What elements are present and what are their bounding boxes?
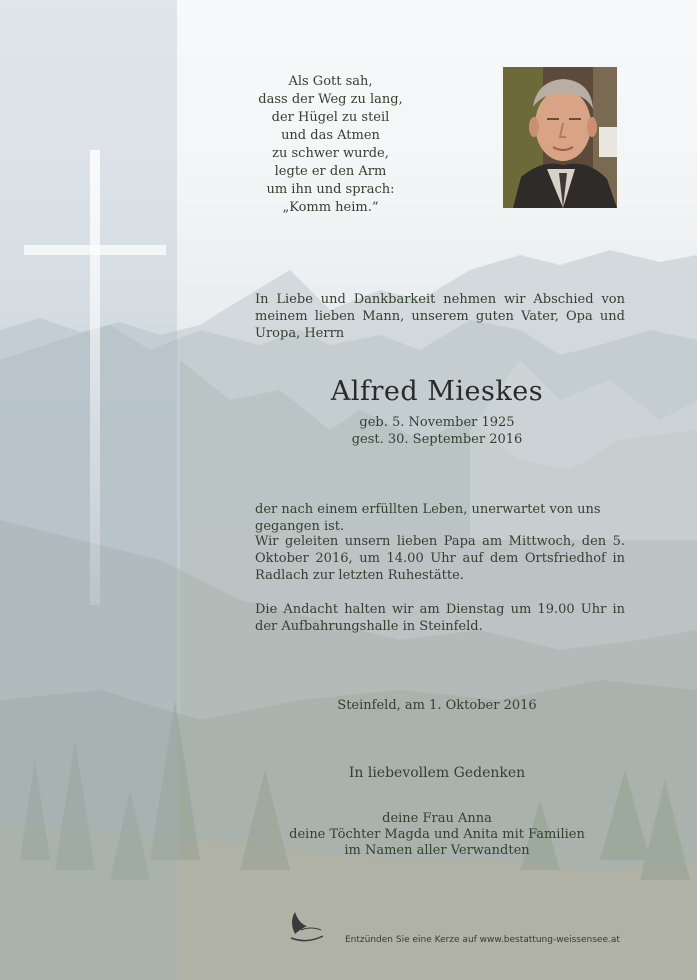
- family-line: im Namen aller Verwandten: [344, 843, 530, 858]
- intro-text: In Liebe und Dankbarkeit nehmen wir Abschied von meinem lieben Mann, unserem guten Vater, Opa und Uropa, Herrn: [255, 292, 625, 341]
- death-date: gest. 30. September 2016: [351, 432, 523, 447]
- poem-line: „Komm heim.“: [282, 200, 379, 215]
- poem-line: und das Atmen: [281, 128, 380, 143]
- poem-line: der Hügel zu steil: [271, 110, 390, 125]
- body-paragraph-3: Die Andacht halten wir am Dienstag um 19.00 Uhr in der Aufbahrungshalle in Steinfeld.: [255, 602, 625, 634]
- poem-line: zu schwer wurde,: [272, 146, 389, 161]
- funeral-home-logo: [277, 904, 343, 944]
- birth-date: geb. 5. November 1925: [359, 415, 515, 430]
- portrait-image: [503, 67, 617, 208]
- family-signature: [255, 811, 619, 859]
- poem-line: Als Gott sah,: [288, 74, 373, 89]
- deceased-name: Alfred Mieskes: [330, 376, 544, 407]
- family-line: deine Frau Anna: [382, 811, 492, 826]
- body-paragraph-1: der nach einem erfüllten Leben, unerwartet von uns gegangen ist.: [255, 502, 601, 534]
- body-paragraph-2: Wir geleiten unsern lieben Papa am Mittwoch, den 5. Oktober 2016, um 14.00 Uhr auf dem Ortsfriedhof in Radlach zur letzten Ruhestätte.: [255, 534, 625, 583]
- cross-icon: [24, 150, 166, 610]
- footer-text: Entzünden Sie eine Kerze auf www.bestattung-weissensee.at: [345, 935, 620, 945]
- family-line: deine Töchter Magda und Anita mit Familien: [289, 827, 585, 842]
- poem: [228, 73, 433, 217]
- poem-line: um ihn und sprach:: [266, 182, 395, 197]
- place-date: Steinfeld, am 1. Oktober 2016: [337, 698, 537, 713]
- poem-line: legte er den Arm: [274, 164, 387, 179]
- life-dates: [255, 414, 619, 448]
- portrait-photo: [503, 67, 617, 208]
- poem-line: dass der Weg zu lang,: [258, 92, 403, 107]
- memory-heading: In liebevollem Gedenken: [348, 765, 526, 781]
